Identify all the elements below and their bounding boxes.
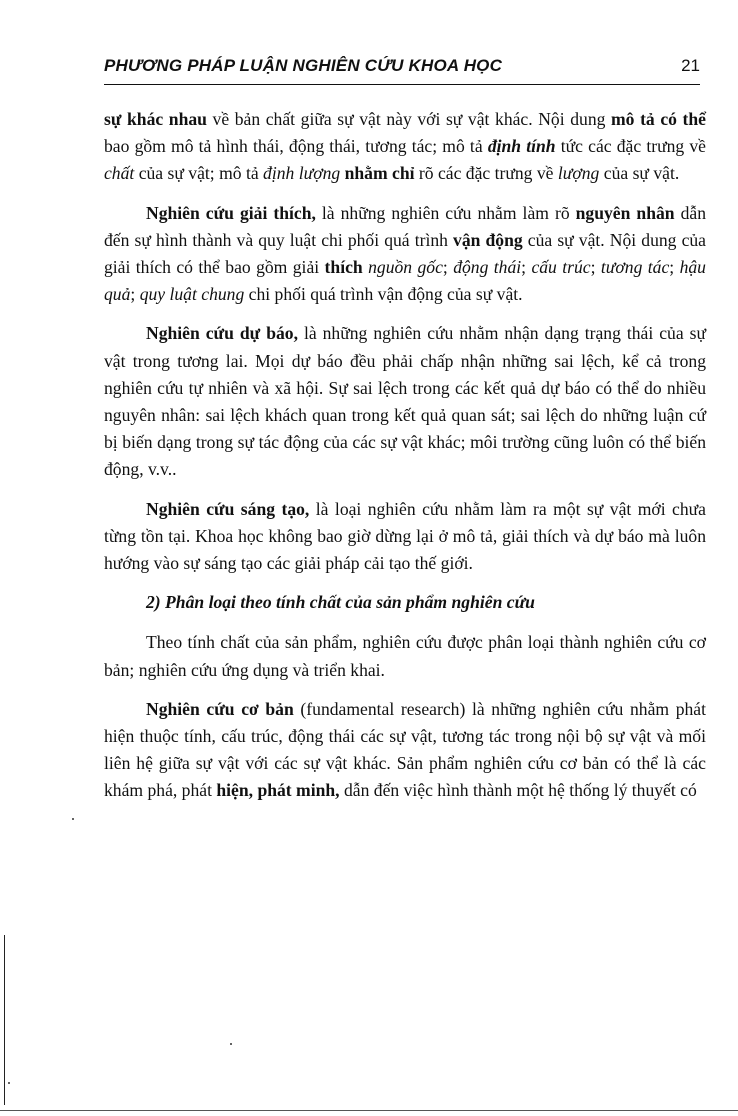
header-title: PHƯƠNG PHÁP LUẬN NGHIÊN CỨU KHOA HỌC	[104, 56, 503, 75]
text-span: của sự vật; mô tả	[134, 163, 264, 184]
text-span: định tính	[487, 136, 556, 157]
text-span: quy luật chung	[139, 284, 245, 305]
text-span: mô tả có thể	[611, 109, 706, 129]
text-span: của sự vật. Nội dung của giải thích có thể bao gồm giải	[104, 229, 706, 278]
text-span: động thái	[453, 257, 522, 278]
scan-speck	[8, 1082, 10, 1084]
text-span: nhằm chỉ	[344, 163, 415, 184]
text-span: Theo tính chất của sản phẩm, nghiên cứu được phân loại thành nghiên cứu cơ bản; nghiên cứu ứng dụng và triển khai.	[104, 632, 706, 680]
paragraph-fundamental-research	[104, 696, 706, 805]
text-span: chi phối quá trình vận động của sự vật.	[244, 284, 523, 305]
section-heading: 2) Phân loại theo tính chất của sản phẩm nghiên cứu	[146, 592, 535, 613]
text-span: bao gồm mô tả hình thái, động thái, tương tác; mô tả	[104, 136, 488, 157]
paragraph-predictive-research	[104, 320, 706, 483]
scan-edge-line	[4, 935, 5, 1105]
text-span: ;	[590, 257, 601, 278]
text-span: dẫn đến sự hình thành và quy luật chi phối quá trình	[104, 202, 707, 250]
text-span: ;	[669, 257, 680, 278]
term-predictive-research: Nghiên cứu dự báo,	[146, 323, 298, 344]
text-span: hậu quả	[104, 257, 706, 305]
text-span: thích	[324, 257, 363, 278]
body-text	[104, 106, 706, 817]
text-span: là những nghiên cứu nhằm làm rõ	[315, 202, 576, 223]
term-creative-research: Nghiên cứu sáng tạo,	[146, 498, 310, 519]
text-span: sự khác nhau	[104, 109, 207, 129]
text-span: ;	[521, 257, 532, 278]
text-span: rõ các đặc trưng về	[414, 163, 558, 184]
scan-speck	[72, 818, 74, 820]
text-span: vận động	[453, 229, 523, 250]
text-span: ;	[442, 257, 454, 278]
term-explanatory-research: Nghiên cứu giải thích,	[146, 202, 316, 223]
text-span: của sự vật.	[599, 163, 680, 184]
text-span: nguyên nhân	[575, 202, 675, 223]
running-header	[104, 56, 700, 85]
text-span: tức các đặc trưng về	[555, 136, 706, 157]
text-span: nguồn gốc	[368, 257, 443, 278]
text-span: là loại nghiên cứu nhằm làm ra một sự vật mới chưa từng tồn tại. Khoa học không bao giờ dừng lại ở mô tả, giải thích và dự báo mà luôn hướng vào sự sáng tạo các giải pháp cải tạo thế giới.	[104, 498, 706, 574]
text-span: định lượng	[263, 163, 341, 184]
paragraph-creative-research	[104, 496, 706, 578]
text-span: chất	[104, 163, 135, 184]
paragraph-classification-intro	[104, 629, 706, 683]
text-span: dẫn đến việc hình thành một hệ thống lý thuyết có	[339, 780, 697, 801]
text-span: là những nghiên cứu nhằm nhận dạng trạng thái của sự vật trong tương lai. Mọi dự báo đều phải chấp nhận những sai lệch, kể cả trong nghiên cứu tự nhiên và xã hội. Sự sai lệch trong các kết quả dự báo có thể do nhiều nguyên nhân: sai lệch khách quan trong kết quả quan sát; sai lệch do những luận cứ bị biến dạng trong sự tác động của các sự vật khác; môi trường cũng luôn có thể biến động, v.v..	[104, 323, 706, 480]
page-number: 21	[681, 56, 700, 75]
text-span: hiện, phát minh,	[216, 780, 340, 801]
text-span: ;	[130, 284, 140, 305]
scan-speck	[230, 1043, 232, 1045]
paragraph-description-content	[104, 106, 706, 188]
text-span: lượng	[557, 163, 600, 184]
paragraph-explanatory-research	[104, 200, 706, 309]
text-span: về bản chất giữa sự vật này với sự vật khác. Nội dung	[206, 109, 612, 129]
text-span: (fundamental research) là những nghiên cứu nhằm phát hiện thuộc tính, cấu trúc, động thái các sự vật, tương tác trong nội bộ sự vật và mối liên hệ giữa sự vật với các sự vật khác. Sản phẩm nghiên cứu cơ bản có thể là các khám phá, phát	[104, 698, 706, 801]
term-fundamental-research: Nghiên cứu cơ bản	[146, 698, 294, 719]
text-span: cấu trúc	[531, 257, 591, 278]
bottom-scan-edge	[0, 1110, 738, 1111]
text-span: tương tác	[600, 257, 670, 278]
